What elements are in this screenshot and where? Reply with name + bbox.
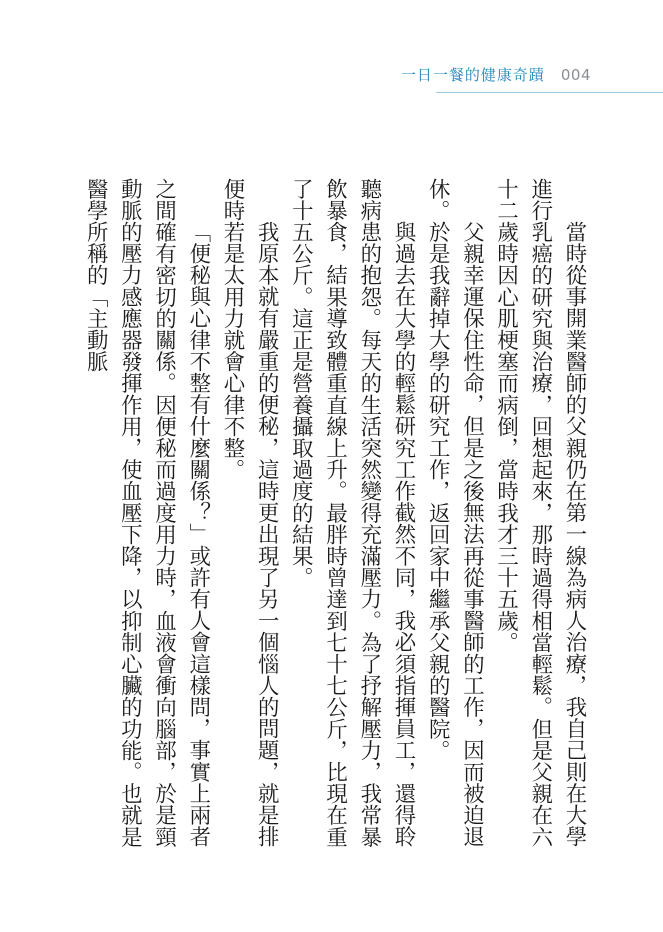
paragraph: 我原本就有嚴重的便秘，這時更出現了另一個惱人的問題，就是排便時若是太用力就會心律不整。 (219, 178, 280, 848)
body-text (83, 178, 591, 858)
paragraph: 「便秘與心律不整有什麼關係？」或許有人會這樣問，事實上兩者之間確有密切的關係。因便秘而過度用力時，血液會衝向腦部，於是頸動脈的壓力感應器發揮作用，使血壓下降，以抑制心臟的功能。也就是醫學所稱的「主動脈 (83, 178, 211, 848)
running-header (401, 64, 591, 85)
paragraph: 與過去在大學的輕鬆研究工作截然不同，我必須指揮員工，還得聆聽病患的抱怨。每天的生活突然變得充滿壓力。為了抒解壓力，我常暴飲暴食，結果導致體重直線上升。最胖時曾達到七十七公斤，比現在重了十五公斤。這正是營養攝取過度的結果。 (288, 178, 416, 848)
header-divider (436, 92, 663, 93)
paragraph: 父親幸運保住性命，但是之後無法再從事醫師的工作，因而被迫退休。於是我辭掉大學的研究工作，返回家中繼承父親的醫院。 (425, 178, 485, 848)
page-number: 004 (560, 66, 591, 84)
book-title: 一日一餐的健康奇蹟 (400, 66, 545, 84)
paragraph: 當時從事開業醫師的父親仍在第一線為病人治療，我自己則在大學進行乳癌的研究與治療，回想起來，那時過得相當輕鬆。但是父親在六十二歲時因心肌梗塞而病倒，當時我才三十五歲。 (493, 178, 587, 848)
